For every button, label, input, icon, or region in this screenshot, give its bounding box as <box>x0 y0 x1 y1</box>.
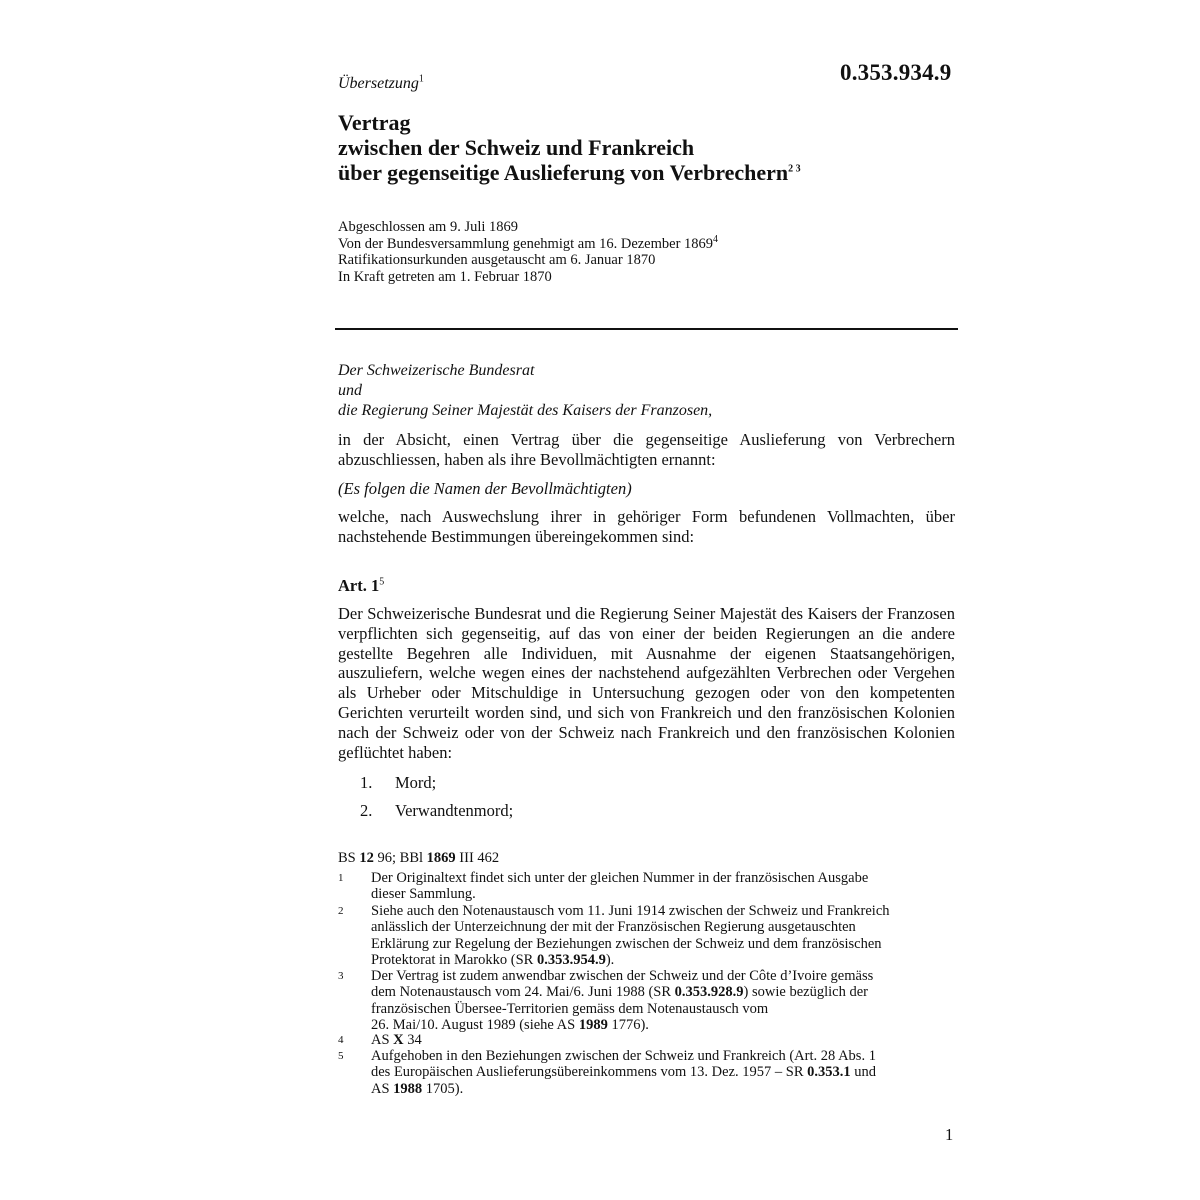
preamble-intent: in der Absicht, einen Vertrag über die gegenseitige Auslieferung von Verbrechern abzuschliessen, haben als ihre Bevollmächtigten ernannt: <box>338 430 955 469</box>
list-item-text: Verwandtenmord; <box>395 801 514 820</box>
footnote-text <box>371 968 956 1033</box>
source-prefix: BS <box>338 850 360 866</box>
party-2: die Regierung Seiner Majestät des Kaisers der Franzosen, <box>338 402 713 419</box>
footnote-line <box>371 1032 956 1048</box>
footnote-text-part: Protektorat in Marokko (SR <box>371 951 537 968</box>
footnote-text <box>371 1032 956 1048</box>
source-mid: 96; BBl <box>373 850 427 866</box>
footnote-text <box>371 870 956 903</box>
as-reference: X <box>393 1032 404 1048</box>
footnote-ref-4[interactable]: 4 <box>713 233 719 245</box>
translation-text: Übersetzung <box>338 75 419 92</box>
approved-date <box>338 233 719 253</box>
concluded-date: Abgeschlossen am 9. Juli 1869 <box>338 219 519 235</box>
party-conjunction: und <box>338 382 362 399</box>
footnote-line <box>371 984 956 1000</box>
footnote-line: Erklärung zur Regelung der Beziehungen zwischen der Schweiz und dem französischen <box>371 935 882 952</box>
title-line-3 <box>338 160 801 185</box>
footnote-line: französischen Übersee-Territorien gemäss dem Notenaustausch vom <box>371 1000 769 1017</box>
footnote-text-part: 26. Mai/10. August 1989 (siehe AS <box>371 1016 579 1033</box>
footnote-text-part: dem Notenaustausch vom 24. Mai/6. Juni 1988 (SR <box>371 984 675 1001</box>
footnote-line <box>371 952 956 968</box>
approved-text: Von der Bundesversammlung genehmigt am 16. Dezember 1869 <box>338 235 714 252</box>
footnote-line: Der Originaltext findet sich unter der gleichen Nummer in der französischen Ausgabe <box>371 870 869 886</box>
source-year: 1869 <box>426 850 456 866</box>
ratified-date: Ratifikationsurkunden ausgetauscht am 6. Januar 1870 <box>338 252 656 268</box>
footnote-line: anlässlich der Unterzeichnung der mit der Französischen Regierung ausgetauschten <box>371 919 856 936</box>
sr-number: 0.353.934.9 <box>840 60 952 85</box>
footnote-ref-1[interactable]: 1 <box>418 73 424 85</box>
title-line-1: Vertrag <box>338 110 411 135</box>
footnote-text-part: des Europäischen Auslieferungsübereinkommens vom 13. Dez. 1957 – SR <box>371 1064 808 1081</box>
horizontal-rule <box>335 328 958 330</box>
footnote-text <box>371 1048 956 1097</box>
as-reference: 1988 <box>393 1080 423 1097</box>
article-1-heading <box>338 576 384 596</box>
translation-label <box>338 75 424 93</box>
footnote-line: Der Vertrag ist zudem anwendbar zwischen der Schweiz und der Côte d’Ivoire gemäss <box>371 968 874 984</box>
footnote-line: dieser Sammlung. <box>371 886 476 903</box>
footnote-line <box>371 1017 956 1033</box>
title-line-3-text: über gegenseitige Auslieferung von Verbrechern <box>338 160 789 185</box>
footnote-line: Siehe auch den Notenaustausch vom 11. Juni 1914 zwischen der Schweiz und Frankreich <box>371 903 890 919</box>
footnote-number: 3 <box>338 970 344 982</box>
preamble-parties <box>338 361 712 421</box>
list-item-text: Mord; <box>395 773 437 792</box>
footnote-line <box>371 1064 956 1080</box>
footnote-ref-5[interactable]: 5 <box>379 576 385 588</box>
footnote-ref-2-3[interactable]: 2 3 <box>788 163 801 175</box>
footnote-text-part: ). <box>605 951 615 968</box>
document-title <box>338 110 801 185</box>
source-volume: 12 <box>359 850 374 866</box>
footnote-number: 5 <box>338 1050 344 1062</box>
source-reference <box>338 850 499 867</box>
article-1-text: Der Schweizerische Bundesrat und die Regierung Seiner Majestät des Kaisers der Franzosen verpflichten sich gegenseitig, auf das von einer der beiden Regierungen an die andere gestellte Begehren alle Individuen, mit Ausnahme der eigenen Staatsangehörigen, auszuliefern, welche wegen eines der nachstehend aufgezählten Verbrechen oder Vergehen als Urheber oder Mitschuldige in Untersuchung gezogen oder von den kompetenten Gerichten verurteilt worden sind, und sich von Frankreich und den französischen Kolonien nach der Schweiz oder von der Schweiz nach Frankreich und den französischen Kolonien geflüchtet haben: <box>338 604 955 762</box>
treaty-metadata <box>338 219 718 285</box>
footnote-text <box>371 903 956 968</box>
footnote-number: 1 <box>338 872 344 884</box>
list-item-number: 2. <box>360 801 373 820</box>
footnote-text-part: ) sowie bezüglich der <box>743 984 868 1001</box>
plenipotentiaries-note: (Es folgen die Namen der Bevollmächtigten) <box>338 479 632 498</box>
footnote-line <box>371 1081 956 1097</box>
sr-reference: 0.353.928.9 <box>674 984 744 1001</box>
footnote-number: 4 <box>338 1034 344 1046</box>
footnote-text-part: 34 <box>403 1032 422 1048</box>
in-force-date: In Kraft getreten am 1. Februar 1870 <box>338 268 552 285</box>
footnote-text-part: AS <box>371 1032 394 1048</box>
footnote-line: Aufgehoben in den Beziehungen zwischen der Schweiz und Frankreich (Art. 28 Abs. 1 <box>371 1048 876 1064</box>
footnote-text-part: 1705). <box>422 1080 464 1097</box>
footnote-number: 2 <box>338 905 344 917</box>
page-number: 1 <box>945 1125 954 1144</box>
sr-reference: 0.353.954.9 <box>536 951 606 968</box>
source-suffix: III 462 <box>455 850 500 866</box>
footnote-text-part: AS <box>371 1080 394 1097</box>
title-line-2: zwischen der Schweiz und Frankreich <box>338 135 695 160</box>
article-1-label: Art. 1 <box>338 576 380 595</box>
footnote-text-part: 1776). <box>607 1016 649 1033</box>
list-item-number: 1. <box>360 773 373 792</box>
party-1: Der Schweizerische Bundesrat <box>338 362 535 379</box>
preamble-agreement: welche, nach Auswechslung ihrer in gehöriger Form befundenen Vollmachten, über nachstehende Bestimmungen übereingekommen sind: <box>338 507 955 546</box>
sr-reference: 0.353.1 <box>807 1064 851 1081</box>
as-reference: 1989 <box>578 1016 608 1033</box>
footnote-text-part: und <box>850 1064 877 1081</box>
